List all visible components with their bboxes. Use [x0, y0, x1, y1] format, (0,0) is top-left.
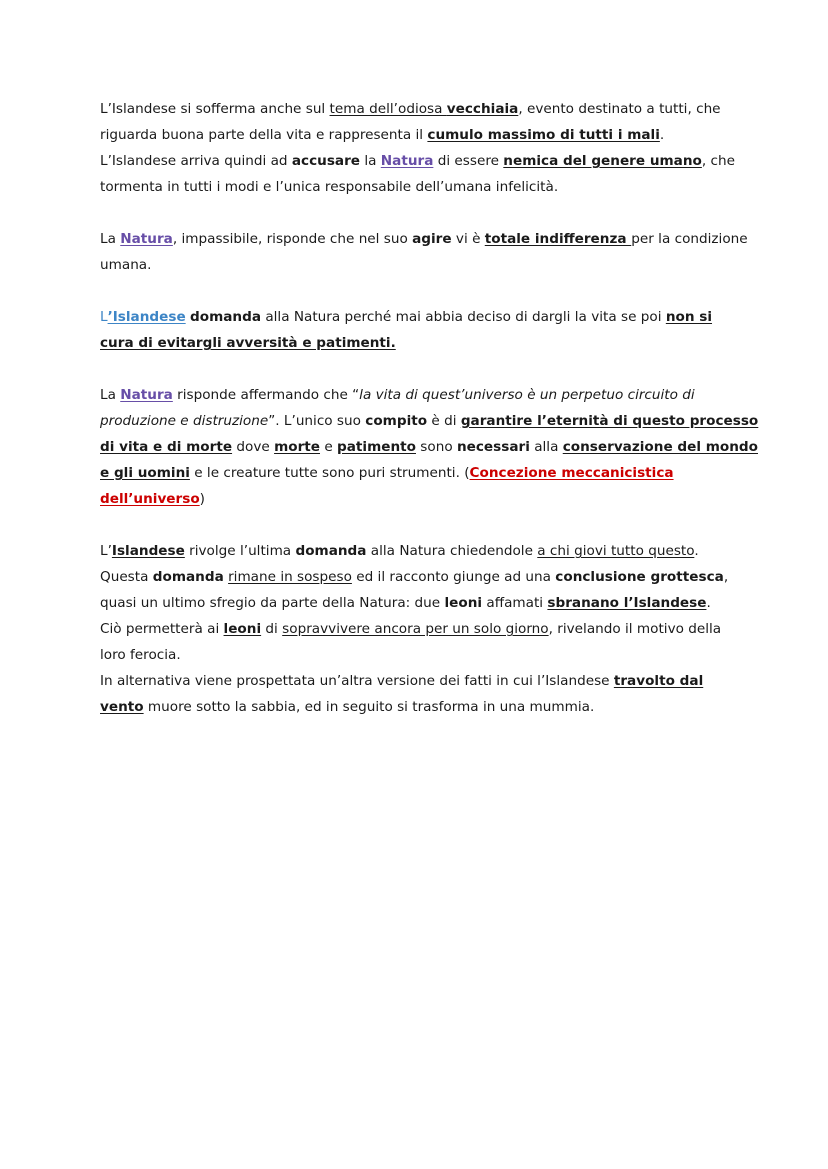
text-line: [100, 304, 730, 330]
text-line: [100, 616, 730, 642]
text-segment: la vita di quest’universo è un perpetuo circuito di: [359, 387, 695, 403]
text-line: [100, 668, 730, 694]
text-segment: dove: [232, 439, 275, 455]
underlined-text: e gli uomini: [100, 465, 190, 481]
text-segment: rivolge l’ultima: [184, 543, 296, 559]
text-segment: e le creature tutte sono puri strumenti. (: [189, 465, 470, 481]
text-segment: , impassibile, risponde che nel suo: [172, 231, 413, 247]
text-segment: per la condizione: [631, 231, 748, 247]
text-line: [100, 460, 730, 486]
underlined-text: morte: [274, 439, 320, 455]
underlined-text: garantire l’eternità di questo processo: [460, 413, 759, 429]
underlined-text: Natura: [120, 231, 173, 247]
paragraph: [100, 226, 748, 278]
text-segment: alla Natura chiedendole: [366, 543, 538, 559]
text-segment: vi è: [451, 231, 485, 247]
text-segment: muore sotto la sabbia, ed in seguito si trasforma in una mummia.: [143, 699, 595, 715]
text-segment: , rivelando il motivo della: [548, 621, 722, 637]
text-line: [100, 252, 730, 278]
text-line: [100, 382, 730, 408]
underlined-text: non si: [665, 309, 713, 325]
text-segment: .: [694, 543, 699, 559]
text-segment: Ciò permetterà ai: [100, 621, 224, 637]
underlined-text: travolto dal: [613, 673, 704, 689]
bold-text: compito: [365, 413, 428, 429]
text-segment: alla Natura perché mai abbia deciso di dargli la vita se poi: [261, 309, 666, 325]
text-segment: ed il racconto giunge ad una: [351, 569, 556, 585]
text-line: [100, 538, 730, 564]
bold-text: conclusione grottesca: [555, 569, 724, 585]
text-segment: la: [360, 153, 381, 169]
text-segment: .: [706, 595, 711, 611]
underlined-text: vecchiaia: [446, 101, 519, 117]
text-segment: La: [100, 387, 121, 403]
paragraph: [100, 382, 759, 512]
text-segment: sono: [415, 439, 457, 455]
underlined-text: Islandese: [111, 543, 185, 559]
paragraph: [100, 304, 730, 356]
text-line: [100, 590, 730, 616]
bold-text: domanda: [152, 569, 224, 585]
text-segment: Questa: [100, 569, 153, 585]
text-segment: La: [100, 231, 121, 247]
text-line: [100, 330, 730, 356]
text-segment: ”. L’unico suo: [268, 413, 366, 429]
bold-text: domanda: [190, 309, 261, 325]
text-segment: quasi un ultimo sfregio da parte della Natura: due: [100, 595, 445, 611]
bold-text: necessari: [456, 439, 530, 455]
text-segment: affamati: [482, 595, 548, 611]
text-line: [100, 148, 735, 174]
text-segment: ,: [723, 569, 729, 585]
text-segment: In alternativa viene prospettata un’altra versione dei fatti in cui l’Islandese: [100, 673, 614, 689]
text-line: [100, 174, 730, 200]
underlined-text: leoni: [223, 621, 262, 637]
underlined-text: dell’universo: [100, 491, 200, 507]
text-segment: L’Islandese arriva quindi ad: [100, 153, 292, 169]
bold-text: accusare: [291, 153, 361, 169]
text-line: [100, 564, 730, 590]
underlined-text: ’Islandese: [107, 309, 186, 325]
underlined-text: Natura: [120, 387, 173, 403]
underlined-text: totale indifferenza: [484, 231, 632, 247]
text-line: [100, 486, 730, 512]
text-segment: e: [320, 439, 338, 455]
underlined-text: sopravvivere ancora per un solo giorno: [282, 621, 549, 637]
text-segment: di: [261, 621, 283, 637]
bold-text: agire: [412, 231, 452, 247]
text-line: [100, 408, 759, 434]
text-segment: , che: [701, 153, 735, 169]
underlined-text: vento: [100, 699, 144, 715]
underlined-text: nemica del genere umano: [503, 153, 702, 169]
underlined-text: cura di evitargli avversità e patimenti.: [100, 335, 396, 351]
underlined-text: Concezione meccanicistica: [469, 465, 674, 481]
text-segment: è di: [427, 413, 461, 429]
underlined-text: sbranano l’Islandese: [547, 595, 707, 611]
text-segment: , evento destinato a tutti, che: [518, 101, 721, 117]
paragraph: [100, 96, 735, 200]
paragraph: [100, 538, 730, 720]
text-segment: L’: [100, 543, 112, 559]
text-segment: L: [100, 309, 108, 325]
text-line: [100, 642, 730, 668]
underlined-text: patimento: [337, 439, 416, 455]
text-segment: L’Islandese si sofferma anche sul: [100, 101, 330, 117]
underlined-text: tema dell’odiosa: [329, 101, 447, 117]
text-line: [100, 434, 758, 460]
text-line: [100, 694, 730, 720]
document-body: [100, 96, 759, 720]
underlined-text: Natura: [380, 153, 434, 169]
underlined-text: conservazione del mondo: [562, 439, 758, 455]
text-segment: di essere: [433, 153, 504, 169]
text-segment: riguarda buona parte della vita e rappresenta il: [100, 127, 428, 143]
underlined-text: cumulo massimo di tutti i mali: [427, 127, 660, 143]
text-line: [100, 96, 730, 122]
text-segment: risponde affermando che “: [172, 387, 360, 403]
text-segment: tormenta in tutti i modi e l’unica responsabile dell’umana infelicità.: [100, 179, 559, 195]
text-segment: ): [199, 491, 205, 507]
underlined-text: rimane in sospeso: [228, 569, 352, 585]
text-segment: loro ferocia.: [100, 647, 181, 663]
text-segment: alla: [529, 439, 563, 455]
text-segment: umana.: [100, 257, 152, 273]
bold-text: leoni: [444, 595, 483, 611]
text-line: [100, 122, 730, 148]
bold-text: domanda: [295, 543, 367, 559]
underlined-text: a chi giovi tutto questo: [537, 543, 695, 559]
text-line: [100, 226, 748, 252]
text-segment: produzione e distruzione: [100, 413, 269, 429]
text-segment: .: [659, 127, 665, 143]
underlined-text: di vita e di morte: [100, 439, 233, 455]
